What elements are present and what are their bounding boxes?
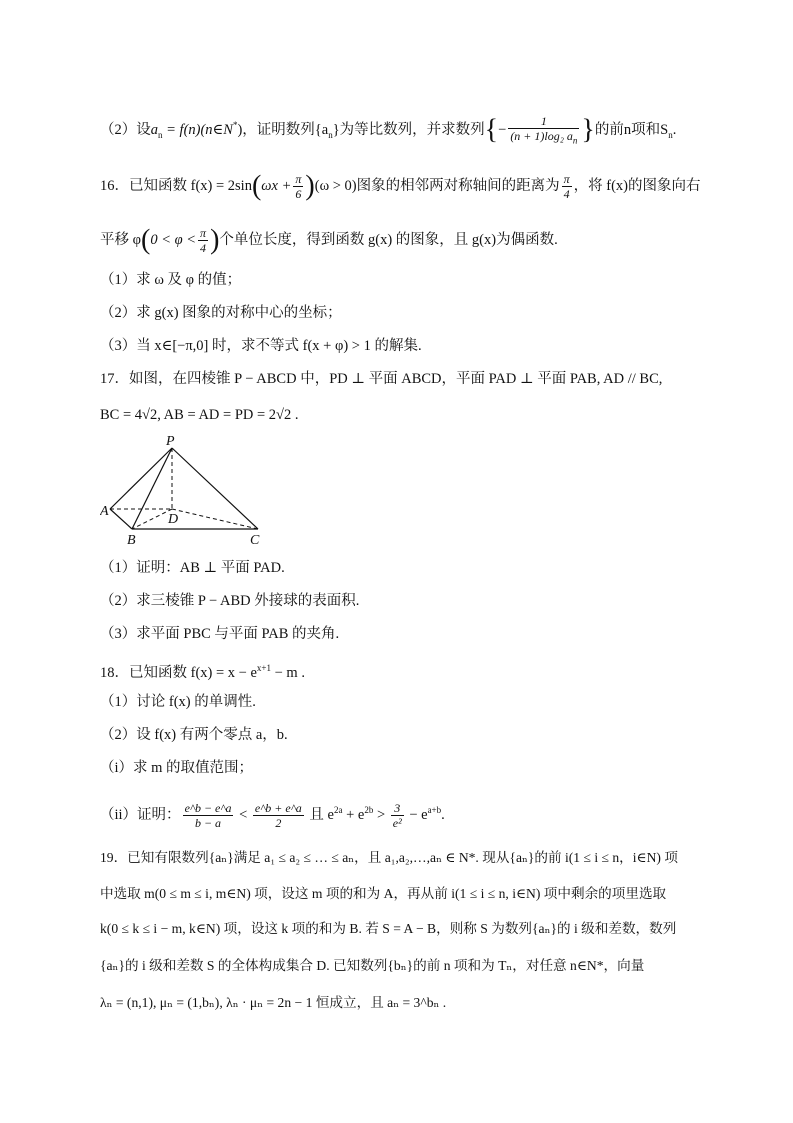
q18-line1: 18．已知函数 $f(x) = x - e^{x+1} - m$ . <box>100 663 305 681</box>
edge-AB <box>110 509 132 529</box>
q17-line2: BC = 4√2, AB = AD = PD = 2√2 . <box>100 407 299 423</box>
q18-sub1: （1）讨论 f(x) 的单调性. <box>100 694 256 710</box>
q17-line1: 17．如图，在四棱锥 P − ABCD 中，PD ⊥ 平面 ABCD，平面 PAD ⊥ 平面 PAB, AD // BC, <box>100 371 663 387</box>
q15-mid1: = f(n)(n∈N <box>162 122 233 139</box>
q17-sub2: （2）求三棱锥 P − ABD 外接球的表面积. <box>100 593 360 609</box>
q16-line1: 16．已知函数 f(x) = 2sin(ωx + $\frac{\pi}{6}$ )(ω > 0)图象的相邻两对称轴间的距离为 $\frac{\pi}{4}$ ，将 f(x)的图象向右 <box>100 170 701 202</box>
q18-sub-i: （i）求 m 的取值范围； <box>100 760 254 776</box>
edge-PB <box>132 448 172 529</box>
q18-sub-ii: （ii）证明： $\frac{e\^{}b - e\^{}a}{b - a}$ < $\frac{e\^{}b + e\^{}a}{2}$ 且 $e^{2a} + e^{2b}$ > $\frac{3}{\text{e²}}$ − $e^{a+b}$. <box>100 801 445 830</box>
edge-DC <box>172 509 258 529</box>
label-C: C <box>250 533 260 548</box>
q16-line2: 平移 φ(0 < φ < $\frac{\pi}{4}$ )个单位长度，得到函数 g(x) 的图象，且 g(x)为偶函数. <box>100 224 558 256</box>
q15-mid2: )，证明数列{a <box>237 122 329 139</box>
q16-sub1: （1）求 ω 及 φ 的值； <box>100 272 242 288</box>
q17-sub1: （1）证明：AB ⊥ 平面 PAD. <box>100 560 285 576</box>
q16-sub3: （3）当 x∈[−π,0] 时，求不等式 f(x + φ) > 1 的解集. <box>100 338 422 354</box>
label-A: A <box>100 504 109 519</box>
q15-prefix: （2）设 <box>100 122 151 139</box>
q19-line2: 中选取 m(0 ≤ m ≤ i, m∈N) 项，设这 m 项的和为 A，再从前 i(1 ≤ i ≤ n, i∈N) 项中剩余的项里选取 <box>100 886 667 901</box>
q18-sub2: （2）设 f(x) 有两个零点 a，b. <box>100 727 288 743</box>
q15-fraction: $\frac{1}{(n + 1)\log_2 a_n}$ <box>510 114 578 146</box>
label-P: P <box>166 434 175 449</box>
edge-PC <box>172 448 258 529</box>
edge-PA <box>110 448 172 509</box>
q15-mid3: }为等比数列，并求数列 <box>332 122 485 139</box>
q15-part2: （2）设$a_n$ = f(n)(n∈N*)，证明数列$\{a_n\}$为等比数列，并求数列{− $\frac{1}{(n + 1)\log_2 a_n}$ }的前n项和$S_n$. <box>100 114 677 146</box>
q19-line4: {aₙ}的 i 级和差数 S 的全体构成集合 D. 已知数列{bₙ}的前 n 项和为 Tₙ，对任意 n∈N*，向量 <box>100 958 645 973</box>
q19-line5: λₙ = (n,1), μₙ = (1,bₙ), λₙ · μₙ = 2n − 1 恒成立，且 aₙ = 3^bₙ . <box>100 995 447 1010</box>
q15-suffix: 的前n项和S <box>594 122 669 139</box>
pyramid-diagram <box>100 433 275 548</box>
label-B: B <box>127 533 136 548</box>
q15-def: a <box>150 122 158 139</box>
q19-line3: k(0 ≤ k ≤ i − m, k∈N) 项，设这 k 项的和为 B. 若 S = A − B，则称 S 为数列{aₙ}的 i 级和差数，数列 <box>100 921 677 936</box>
q19-line1: 19．已知有限数列{aₙ}满足 a₁ ≤ a₂ ≤ … ≤ aₙ，且 a₁,a₂,…,aₙ ∈ N*. 现从{aₙ}的前 i(1 ≤ i ≤ n，i∈N) 项 <box>100 850 678 865</box>
label-D: D <box>168 512 179 527</box>
edge-DB <box>132 509 172 529</box>
q17-sub3: （3）求平面 PBC 与平面 PAB 的夹角. <box>100 626 340 642</box>
q16-sub2: （2）求 g(x) 图象的对称中心的坐标； <box>100 305 342 321</box>
